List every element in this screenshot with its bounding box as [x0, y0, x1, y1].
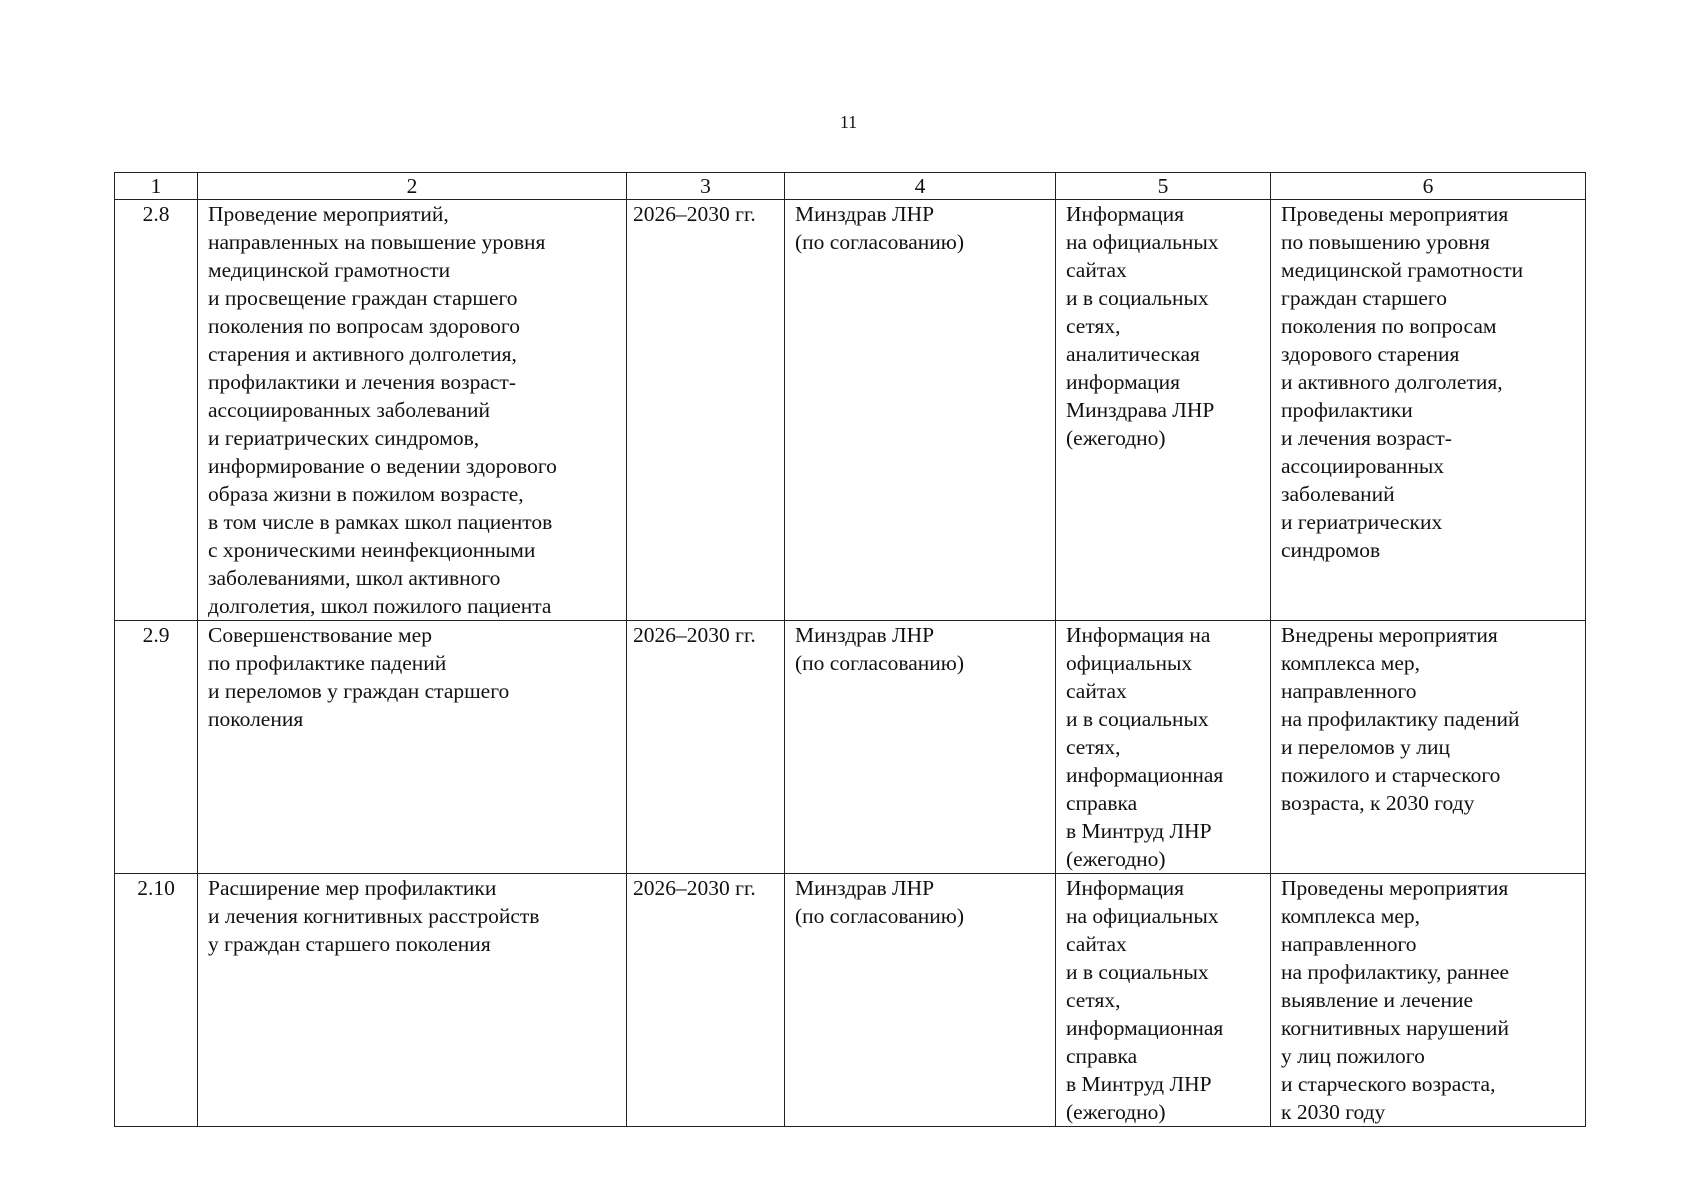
table-row	[115, 621, 1586, 874]
table-row	[115, 200, 1586, 621]
row-number: 2.10	[115, 874, 198, 1127]
result-cell: Проведены мероприятия по повышению уровня медицинской грамотности граждан старшего поколения по вопросам здорового старения и активного долголетия, профилактики и лечения возраст- ассоциированных заболеваний и гериатрических синдромов	[1271, 200, 1586, 621]
activity-cell: Проведение мероприятий, направленных на повышение уровня медицинской грамотности и просвещение граждан старшего поколения по вопросам здорового старения и активного долголетия, профилактики и лечения возраст- ассоциированных заболеваний и гериатрических синдромов, информирование о ведении здорового образа жизни в пожилом возрасте, в том числе в рамках школ пациентов с хроническими неинфекционными заболеваниями, школ активного долголетия, школ пожилого пациента	[198, 200, 627, 621]
report-cell: Информация на официальных сайтах и в социальных сетях, информационная справка в Минтруд ЛНР (ежегодно)	[1056, 874, 1271, 1127]
column-header-1: 1	[115, 173, 198, 200]
column-header-5: 5	[1056, 173, 1271, 200]
column-header-2: 2	[198, 173, 627, 200]
row-number: 2.9	[115, 621, 198, 874]
row-number: 2.8	[115, 200, 198, 621]
period-cell: 2026–2030 гг.	[627, 621, 785, 874]
table-row	[115, 874, 1586, 1127]
column-header-6: 6	[1271, 173, 1586, 200]
period-cell: 2026–2030 гг.	[627, 200, 785, 621]
measures-table	[114, 172, 1586, 1127]
report-cell: Информация на официальных сайтах и в социальных сетях, аналитическая информация Минздрава ЛНР (ежегодно)	[1056, 200, 1271, 621]
report-cell: Информация на официальных сайтах и в социальных сетях, информационная справка в Минтруд ЛНР (ежегодно)	[1056, 621, 1271, 874]
activity-cell: Совершенствование мер по профилактике падений и переломов у граждан старшего поколения	[198, 621, 627, 874]
period-cell: 2026–2030 гг.	[627, 874, 785, 1127]
result-cell: Внедрены мероприятия комплекса мер, направленного на профилактику падений и переломов у лиц пожилого и старческого возраста, к 2030 году	[1271, 621, 1586, 874]
responsible-cell: Минздрав ЛНР (по согласованию)	[785, 874, 1056, 1127]
table-header-row	[115, 173, 1586, 200]
activity-cell: Расширение мер профилактики и лечения когнитивных расстройств у граждан старшего поколения	[198, 874, 627, 1127]
page-number: 11	[839, 112, 858, 132]
column-header-4: 4	[785, 173, 1056, 200]
result-cell: Проведены мероприятия комплекса мер, направленного на профилактику, раннее выявление и лечение когнитивных нарушений у лиц пожилого и старческого возраста, к 2030 году	[1271, 874, 1586, 1127]
column-header-3: 3	[627, 173, 785, 200]
responsible-cell: Минздрав ЛНР (по согласованию)	[785, 200, 1056, 621]
responsible-cell: Минздрав ЛНР (по согласованию)	[785, 621, 1056, 874]
